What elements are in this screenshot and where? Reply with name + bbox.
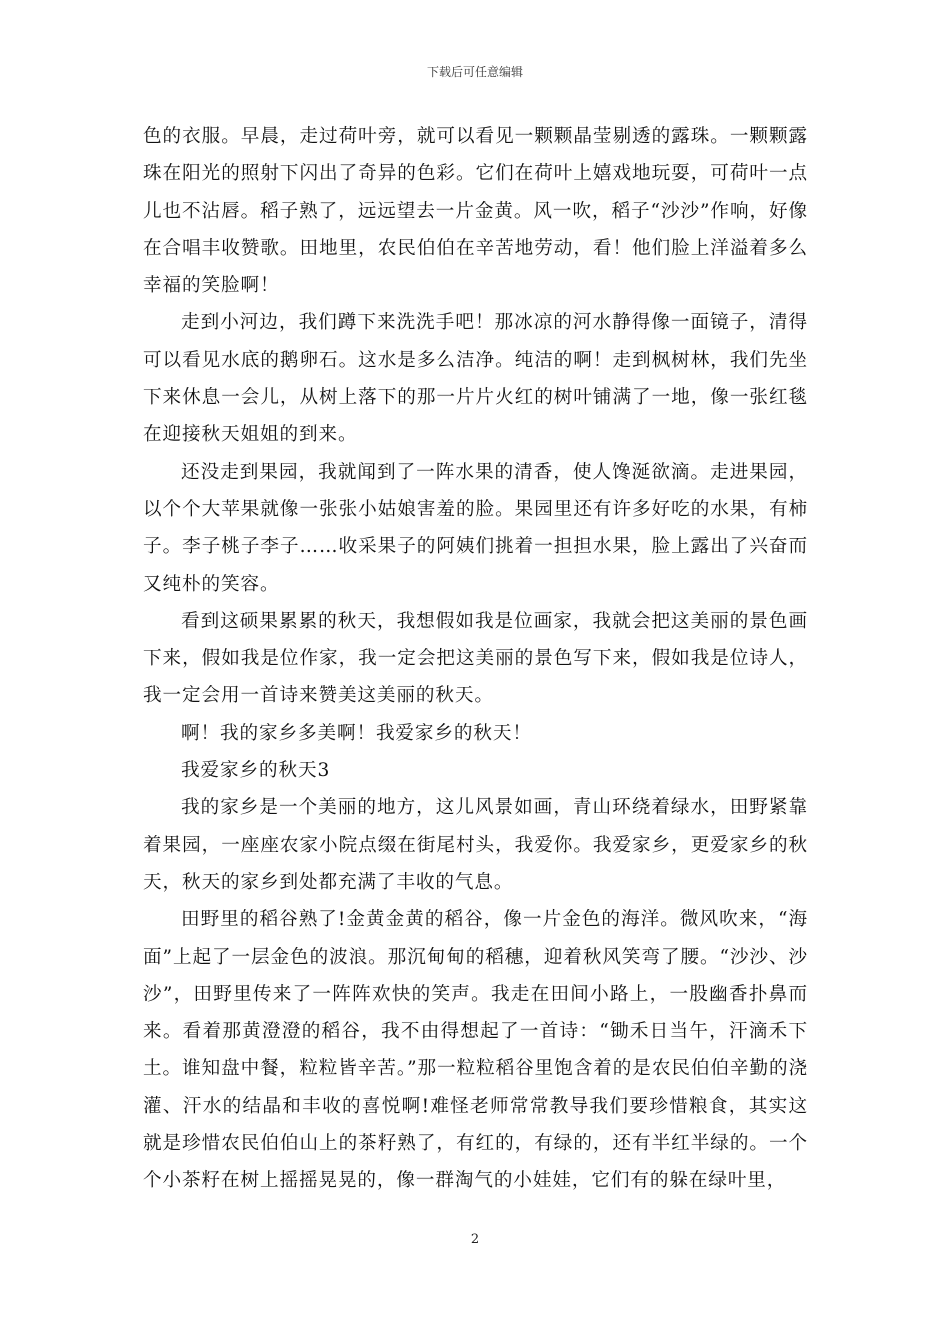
- document-body: [143, 118, 808, 1200]
- paragraph-hometown: 我的家乡是一个美丽的地方，这儿风景如画，青山环绕着绿水，田野紧靠着果园，一座座农家小院点缀在街尾村头，我爱你。我爱家乡，更爱家乡的秋天，秋天的家乡到处都充满了丰收的气息。: [143, 797, 808, 893]
- paragraph-continuation: 色的衣服。早晨，走过荷叶旁，就可以看见一颗颗晶莹剔透的露珠。一颗颗露珠在阳光的照射下闪出了奇异的色彩。它们在荷叶上嬉戏地玩耍，可荷叶一点儿也不沾唇。稻子熟了，远远望去一片金黄。风一吹，稻子“沙沙”作响，好像在合唱丰收赞歌。田地里，农民伯伯在辛苦地劳动，看！他们脸上洋溢着多么幸福的笑脸啊！: [143, 126, 808, 297]
- paragraph-orchard: 还没走到果园，我就闻到了一阵水果的清香，使人馋涎欲滴。走进果园，以个个大苹果就像一张张小姑娘害羞的脸。果园里还有许多好吃的水果，有柿子。李子桃子李子……收采果子的阿姨们挑着一担担水果，脸上露出了兴奋而又纯朴的笑容。: [143, 461, 808, 595]
- page-number: 2: [470, 1232, 480, 1247]
- paragraph-rice-fields: 田野里的稻谷熟了!金黄金黄的稻谷，像一片金色的海洋。微风吹来，“海面”上起了一层金色的波浪。那沉甸甸的稻穗，迎着秋风笑弯了腰。“沙沙、沙沙”，田野里传来了一阵阵欢快的笑声。我走在田间小路上，一股幽香扑鼻而来。看着那黄澄澄的稻谷，我不由得想起了一首诗：“锄禾日当午，汗滴禾下土。谁知盘中餐，粒粒皆辛苦。”那一粒粒稻谷里饱含着的是农民伯伯辛勤的浇灌、汗水的结晶和丰收的喜悦啊!难怪老师常常教导我们要珍惜粮食，其实这就是珍惜农民伯伯山上的茶籽熟了，有红的，有绿的，还有半红半绿的。一个个小茶籽在树上摇摇晃晃的，像一群淘气的小娃娃，它们有的躲在绿叶里，: [143, 909, 808, 1192]
- paragraph-imagination: 看到这硕果累累的秋天，我想假如我是位画家，我就会把这美丽的景色画下来，假如我是位作家，我一定会把这美丽的景色写下来，假如我是位诗人，我一定会用一首诗来赞美这美丽的秋天。: [143, 610, 808, 707]
- paragraph-river: 走到小河边，我们蹲下来洗洗手吧！那冰凉的河水静得像一面镜子，清得可以看见水底的鹅卵石。这水是多么洁净。纯洁的啊！走到枫树林，我们先坐下来休息一会儿，从树上落下的那一片片火红的树叶铺满了一地，像一张红毯在迎接秋天姐姐的到来。: [143, 312, 808, 446]
- section-title: 我爱家乡的秋天3: [181, 760, 331, 782]
- paragraph-exclamation: 啊！我的家乡多美啊！我爱家乡的秋天！: [181, 722, 532, 744]
- page-header: 下载后可任意编辑: [426, 65, 523, 79]
